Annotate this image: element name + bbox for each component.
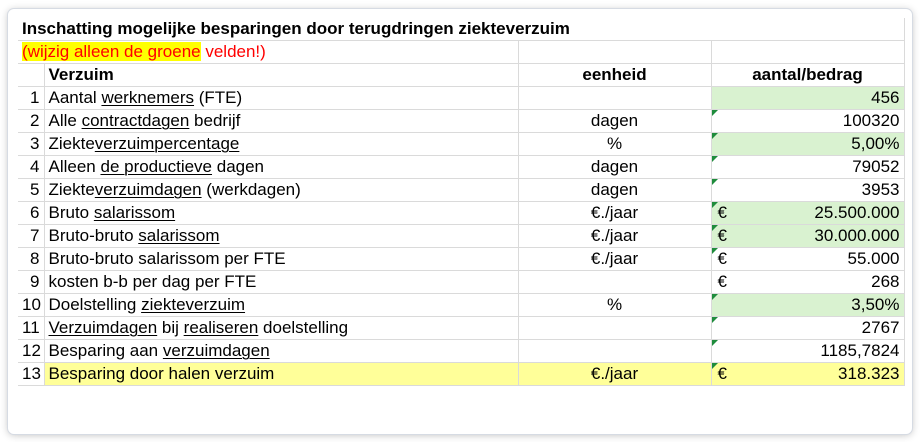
row-number[interactable]: 2 — [18, 110, 44, 133]
row-value-text: 30.000.000 — [814, 226, 900, 245]
row-label[interactable] — [44, 271, 518, 294]
currency-symbol: € — [717, 249, 727, 268]
row-label-text: Alleen de productieve dagen — [48, 157, 265, 176]
row-value[interactable] — [711, 202, 904, 225]
header-eenheid[interactable]: eenheid — [518, 64, 711, 87]
row-unit[interactable] — [518, 317, 711, 340]
row-number[interactable]: 4 — [18, 156, 44, 179]
row-value-text: 5,00% — [851, 134, 900, 153]
row-value[interactable] — [711, 179, 904, 202]
row-value[interactable] — [711, 110, 904, 133]
table-row — [18, 340, 904, 363]
row-unit[interactable]: €./jaar — [518, 202, 711, 225]
row-label-text: kosten b-b per dag per FTE — [48, 272, 257, 291]
row-number[interactable]: 1 — [18, 87, 44, 110]
row-unit[interactable] — [518, 87, 711, 110]
row-number[interactable]: 3 — [18, 133, 44, 156]
sheet-title[interactable]: Inschatting mogelijke besparingen door terugdringen ziekteverzuim — [18, 18, 711, 41]
row-unit[interactable]: dagen — [518, 156, 711, 179]
row-value-text: 3953 — [861, 180, 900, 199]
row-unit[interactable]: €./jaar — [518, 225, 711, 248]
row-number[interactable]: 5 — [18, 179, 44, 202]
row-label[interactable] — [44, 248, 518, 271]
row-value[interactable] — [711, 156, 904, 179]
row-label[interactable] — [44, 87, 518, 110]
currency-symbol: € — [717, 364, 727, 383]
row-value-text: 268 — [871, 272, 900, 291]
row-number[interactable]: 11 — [18, 317, 44, 340]
row-label-text: Doelstelling ziekteverzuim — [48, 295, 246, 314]
row-value[interactable] — [711, 340, 904, 363]
title-row-empty-cell[interactable] — [711, 18, 904, 41]
row-label-text: Bruto-bruto salarissom per FTE — [48, 249, 286, 268]
table-row — [18, 294, 904, 317]
row-number[interactable]: 12 — [18, 340, 44, 363]
instruction-row-empty-value[interactable] — [711, 41, 904, 64]
row-label[interactable] — [44, 363, 518, 386]
row-number[interactable]: 13 — [18, 363, 44, 386]
row-number[interactable]: 7 — [18, 225, 44, 248]
header-verzuim[interactable]: Verzuim — [44, 64, 518, 87]
row-unit[interactable]: €./jaar — [518, 248, 711, 271]
row-value[interactable] — [711, 225, 904, 248]
spreadsheet-grid — [18, 18, 905, 386]
row-label[interactable] — [44, 133, 518, 156]
header-row-number-cell[interactable] — [18, 64, 44, 87]
table-row — [18, 156, 904, 179]
row-label-text: Ziekteverzuimpercentage — [48, 134, 240, 153]
row-value[interactable] — [711, 317, 904, 340]
table-row — [18, 110, 904, 133]
instruction-highlight: (wijzig alleen de groene — [22, 42, 201, 61]
row-value-text: 55.000 — [847, 249, 900, 268]
row-label-text: Ziekteverzuimdagen (werkdagen) — [48, 180, 301, 199]
instruction-row-empty-unit[interactable] — [518, 41, 711, 64]
row-value[interactable] — [711, 133, 904, 156]
table-row — [18, 133, 904, 156]
row-unit[interactable]: % — [518, 294, 711, 317]
row-label[interactable] — [44, 202, 518, 225]
table-row — [18, 87, 904, 110]
row-label-text: Bruto salarissom — [48, 203, 176, 222]
data-rows — [18, 87, 904, 386]
row-value[interactable] — [711, 248, 904, 271]
table-row — [18, 317, 904, 340]
row-unit[interactable]: €./jaar — [518, 363, 711, 386]
row-label-text: Aantal werknemers (FTE) — [48, 88, 243, 107]
row-label[interactable] — [44, 317, 518, 340]
row-value[interactable] — [711, 294, 904, 317]
row-unit[interactable] — [518, 271, 711, 294]
row-value-text: 3,50% — [851, 295, 900, 314]
table-row — [18, 248, 904, 271]
row-label-text: Verzuimdagen bij realiseren doelstelling — [48, 318, 349, 337]
row-value-text: 25.500.000 — [814, 203, 900, 222]
row-unit[interactable]: % — [518, 133, 711, 156]
row-label-text: Besparing aan verzuimdagen — [48, 341, 270, 360]
row-label-text: Besparing door halen verzuim — [48, 364, 275, 383]
instruction-cell[interactable] — [18, 41, 518, 64]
row-value-text: 100320 — [842, 111, 900, 130]
instruction-rest: velden!) — [200, 42, 266, 61]
header-aantal-bedrag[interactable]: aantal/bedrag — [711, 64, 904, 87]
row-unit[interactable]: dagen — [518, 110, 711, 133]
row-value[interactable] — [711, 271, 904, 294]
row-number[interactable]: 6 — [18, 202, 44, 225]
row-label[interactable] — [44, 294, 518, 317]
table-row — [18, 179, 904, 202]
row-number[interactable]: 8 — [18, 248, 44, 271]
row-label[interactable] — [44, 225, 518, 248]
header-row — [18, 64, 904, 87]
currency-symbol: € — [717, 203, 727, 222]
row-value-text: 79052 — [852, 157, 900, 176]
row-number[interactable]: 9 — [18, 271, 44, 294]
row-value[interactable] — [711, 87, 904, 110]
row-value[interactable] — [711, 363, 904, 386]
row-label[interactable] — [44, 179, 518, 202]
instruction-row — [18, 41, 904, 64]
row-value-text: 2767 — [861, 318, 900, 337]
row-label[interactable] — [44, 340, 518, 363]
table-row — [18, 202, 904, 225]
currency-symbol: € — [717, 226, 727, 245]
row-unit[interactable]: dagen — [518, 179, 711, 202]
row-value-text: 318.323 — [838, 364, 900, 383]
table-row — [18, 363, 904, 386]
row-label-text: Alle contractdagen bedrijf — [48, 111, 241, 130]
spreadsheet-card — [8, 9, 912, 434]
row-value-text: 1185,7824 — [820, 341, 900, 360]
row-label[interactable] — [44, 156, 518, 179]
table-row — [18, 225, 904, 248]
row-value-text: 456 — [871, 88, 900, 107]
table-row — [18, 271, 904, 294]
row-label[interactable] — [44, 110, 518, 133]
row-number[interactable]: 10 — [18, 294, 44, 317]
title-row — [18, 18, 904, 41]
row-label-text: Bruto-bruto salarissom — [48, 226, 220, 245]
currency-symbol: € — [717, 272, 727, 291]
row-unit[interactable] — [518, 340, 711, 363]
